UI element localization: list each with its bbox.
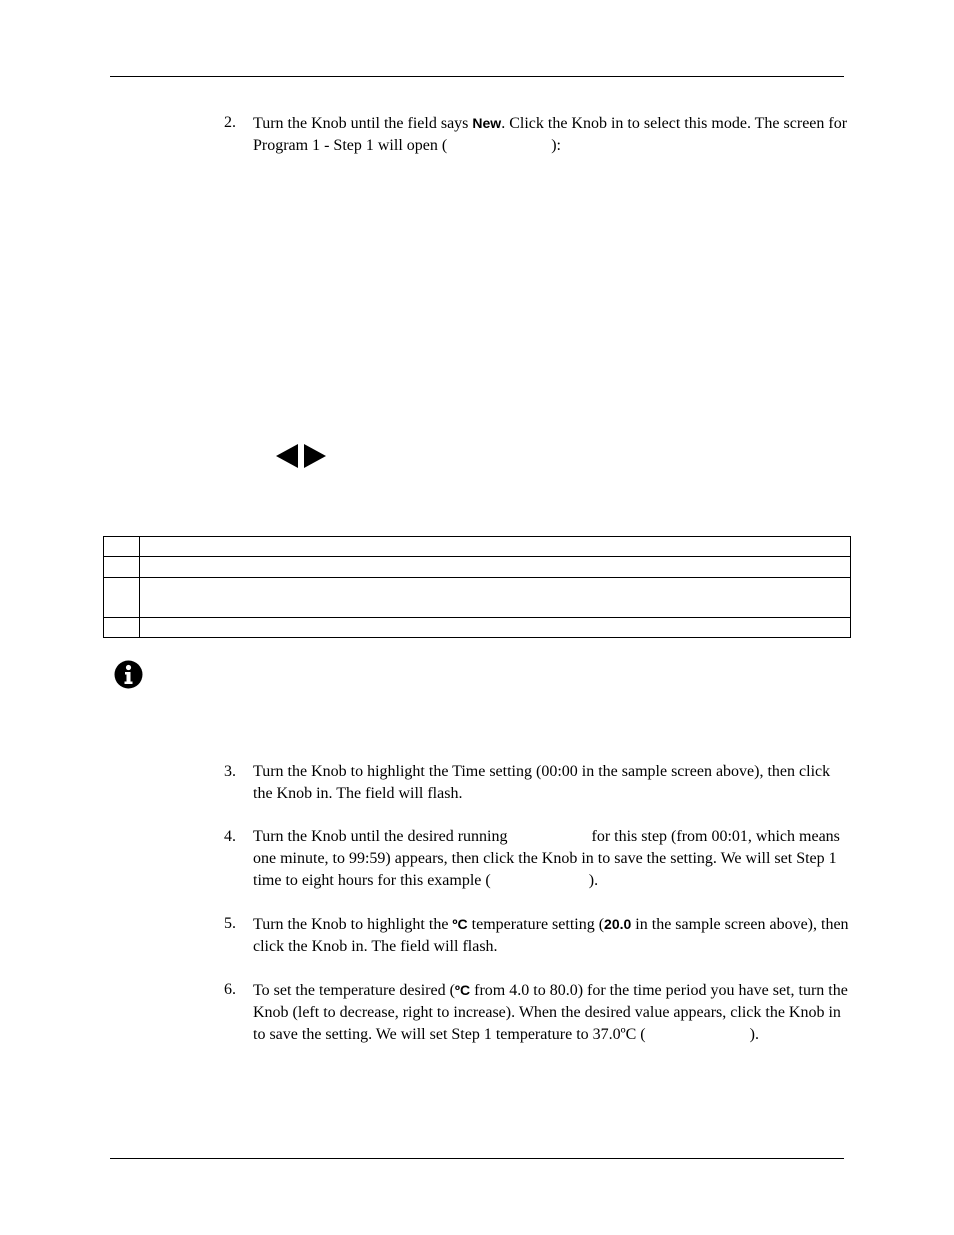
- step-6-number: 6.: [224, 981, 236, 998]
- table-row: [104, 578, 851, 618]
- table-row: [104, 537, 851, 557]
- table-row: [104, 618, 851, 638]
- step-3: [224, 761, 850, 805]
- left-right-arrows-icon: [276, 444, 328, 468]
- step-4-text: Turn the Knob until the desired running for this step (from 00:01, which means one minute, to 99:59) appears, then click the Knob in to save the setting. We will set Step 1 time to eight hours for this example ( ).: [253, 828, 840, 889]
- step-2: [224, 112, 850, 157]
- step-2-number: 2.: [224, 114, 236, 131]
- legend-table: [103, 536, 851, 638]
- code-celsius: ºC: [452, 916, 468, 932]
- info-icon: [114, 660, 143, 689]
- step-6: [224, 979, 850, 1046]
- step-3-text: Turn the Knob to highlight the Time setting (00:00 in the sample screen above), then click the Knob in. The field will flash.: [253, 763, 831, 802]
- header-rule: [110, 76, 844, 77]
- step-3-number: 3.: [224, 763, 236, 780]
- step-2-text: Turn the Knob until the field says New. Click the Knob in to select this mode. The screen for Program 1 - Step 1 will open ( ):: [253, 115, 848, 154]
- step-5: [224, 913, 850, 958]
- table-row: [104, 557, 851, 578]
- step-6-text: To set the temperature desired (ºC from 4.0 to 80.0) for the time period you have set, turn the Knob (left to decrease, right to increase). When the desired value appears, click the Knob in to save the setting. We will set Step 1 temperature to 37.0ºC ( ).: [253, 982, 848, 1043]
- step-5-text: Turn the Knob to highlight the ºC temperature setting (20.0 in the sample screen above), then click the Knob in. The field will flash.: [253, 916, 849, 955]
- code-new: New: [472, 115, 502, 131]
- step-4-number: 4.: [224, 828, 236, 845]
- step-5-number: 5.: [224, 915, 236, 932]
- footer-rule: [110, 1158, 844, 1159]
- step-4: [224, 826, 850, 892]
- code-20-0: 20.0: [604, 916, 632, 932]
- code-celsius: ºC: [454, 982, 471, 998]
